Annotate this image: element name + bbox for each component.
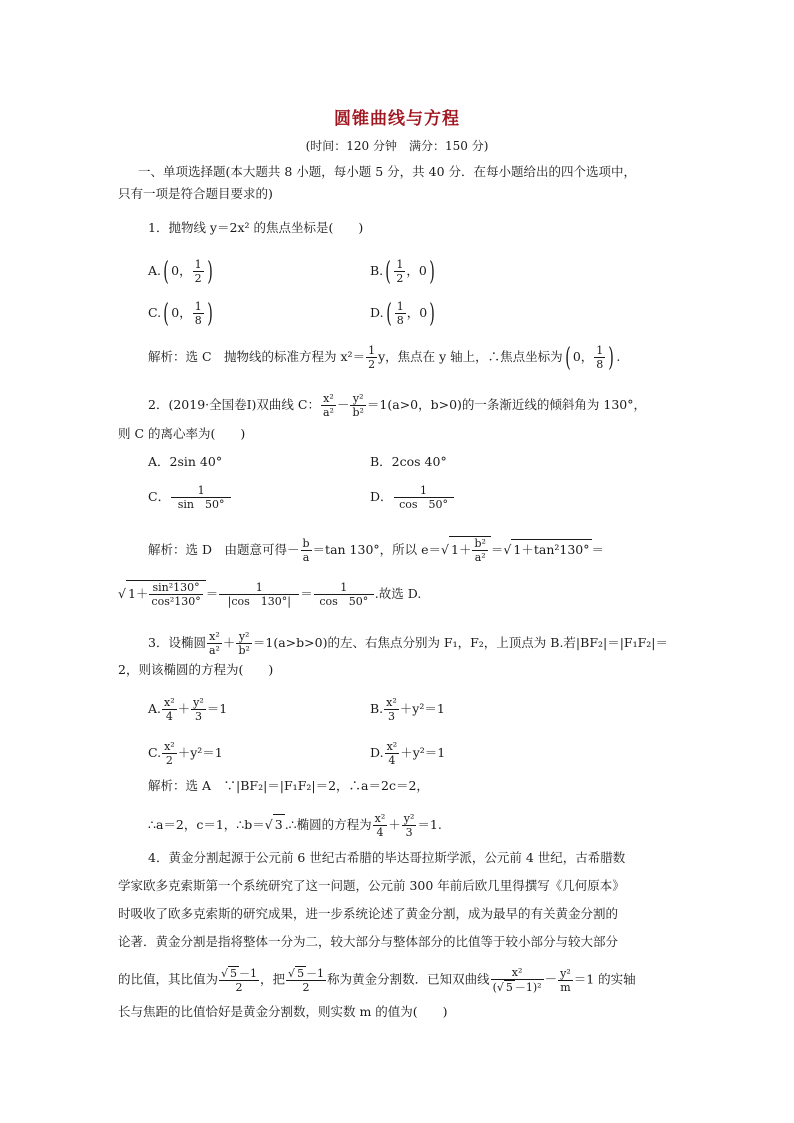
q4-line2: 学家欧多克索斯第一个系统研究了这一问题，公元前 300 年前后欧几里得撰写《几何原本》 [118,878,625,893]
q1-option-c: C.( 0， $\frac{1}{8}$ ) [148,298,213,329]
q1-option-a: A.( 0， $\frac{1}{2}$ ) [148,256,213,287]
q4-line4: 论著．黄金分割是指将整体一分为二，较大部分与整体部分的比值等于较小部分与较大部分 [118,934,619,949]
q3-stem: 3．设椭圆 $\frac{\text{x²}}{\text{a²}}$ ＋ $\frac{\text{y²}}{\text{b²}}$ ＝1(a>b>0)的左、右焦点分别为 F₁，F₂，上顶点为 B.若|BF₂|＝|F₁F₂|＝ [148,630,669,657]
exam-info: (时间：120 分钟 满分：150 分) [305,139,489,153]
q2-stem: 2．(2019·全国卷Ⅰ)双曲线 C： $\frac{\text{x²}}{\text{a²}}$ － $\frac{\text{y²}}{\text{b²}}$ ＝1(a>0，b>0)的一条渐近线的倾斜角为 130°， [148,392,647,419]
q4-line3: 时吸收了欧多克索斯的研究成果，进一步系统论述了黄金分割，成为最早的有关黄金分割的 [118,906,619,921]
q2-stem-line2: 则 C 的离心率为( ) [118,426,246,441]
q2-option-d: D． $\frac{1}{\cos 50^\circ}$ [370,484,455,511]
q2-analysis-line1: 解析：选 D 由题意可得－ $\frac{b}{a}$ ＝tan 130°，所以 e＝√ 1＋ $\frac{\text{b²}}{\text{a²}}$ ＝√ 1＋tan²130° ＝ [148,537,605,564]
page-title: 圆锥曲线与方程 [334,109,460,129]
q3-option-c: C. $\frac{\text{x²}}{2}$ ＋y²＝1 [148,740,223,767]
q1-option-d: D.( $\frac{1}{8}$ ，0) [370,298,436,329]
q2-option-c: C． $\frac{1}{\sin 50^\circ}$ [148,484,232,511]
q2-option-b: B．2cos 40° [370,454,447,469]
q4-line5: 的比值，其比值为 $\frac{√ 5 -1}{2}$ ，把 $\frac{√ 5 -1}{2}$ 称为黄金分割数．已知双曲线 $\frac{\text{x²}}{\text{(√ 5 －1)²}}$ － $\frac{\text{y²}}{m}$ ＝1 的实轴 [118,966,636,994]
q3-option-a: A. $\frac{\text{x²}}{4}$ ＋ $\frac{\text{y²}}{3}$ ＝1 [148,696,228,723]
section-intro-line1: 一、单项选择题(本大题共 8 小题，每小题 5 分，共 40 分．在每小题给出的四个选项中， [138,164,637,179]
q1-analysis: 解析：选 C 抛物线的标准方程为 x²＝ $\frac{1}{2}$ y，焦点在 y 轴上，∴焦点坐标为( 0， $\frac{1}{8}$ ) . [148,342,621,373]
q1-stem: 1．抛物线 y＝2x² 的焦点坐标是( ) [148,220,364,235]
q3-option-b: B. $\frac{\text{x²}}{3}$ ＋y²＝1 [370,696,445,723]
section-intro-line2: 只有一项是符合题目要求的) [118,186,273,201]
q4-line1: 4．黄金分割起源于公元前 6 世纪古希腊的毕达哥拉斯学派，公元前 4 世纪，古希腊数 [148,850,626,865]
q1-option-b: B.( $\frac{1}{2}$ ，0) [370,256,435,287]
q2-option-a: A．2sin 40° [148,454,223,469]
q3-analysis-line1: 解析：选 A ∵|BF₂|＝|F₁F₂|＝2，∴a＝2c＝2， [148,778,429,793]
q3-stem-line2: 2，则该椭圆的方程为( ) [118,662,274,677]
q4-line6: 长与焦距的比值恰好是黄金分割数，则实数 m 的值为( ) [118,1004,448,1019]
q2-analysis-line2: √ 1＋ $\frac{\text{sin²130°}}{\text{cos²130°}}$ ＝ $\frac{1}{|\cos 130^\circ|}$ ＝ $\frac{1}{\cos 50^\circ}$ .故选 D. [118,581,422,608]
q3-analysis-line2: ∴a＝2，c＝1，∴b＝√ 3 .∴椭圆的方程为 $\frac{\text{x²}}{4}$ ＋ $\frac{\text{y²}}{3}$ ＝1. [148,812,442,839]
q3-option-d: D. $\frac{\text{x²}}{4}$ ＋y²＝1 [370,740,446,767]
